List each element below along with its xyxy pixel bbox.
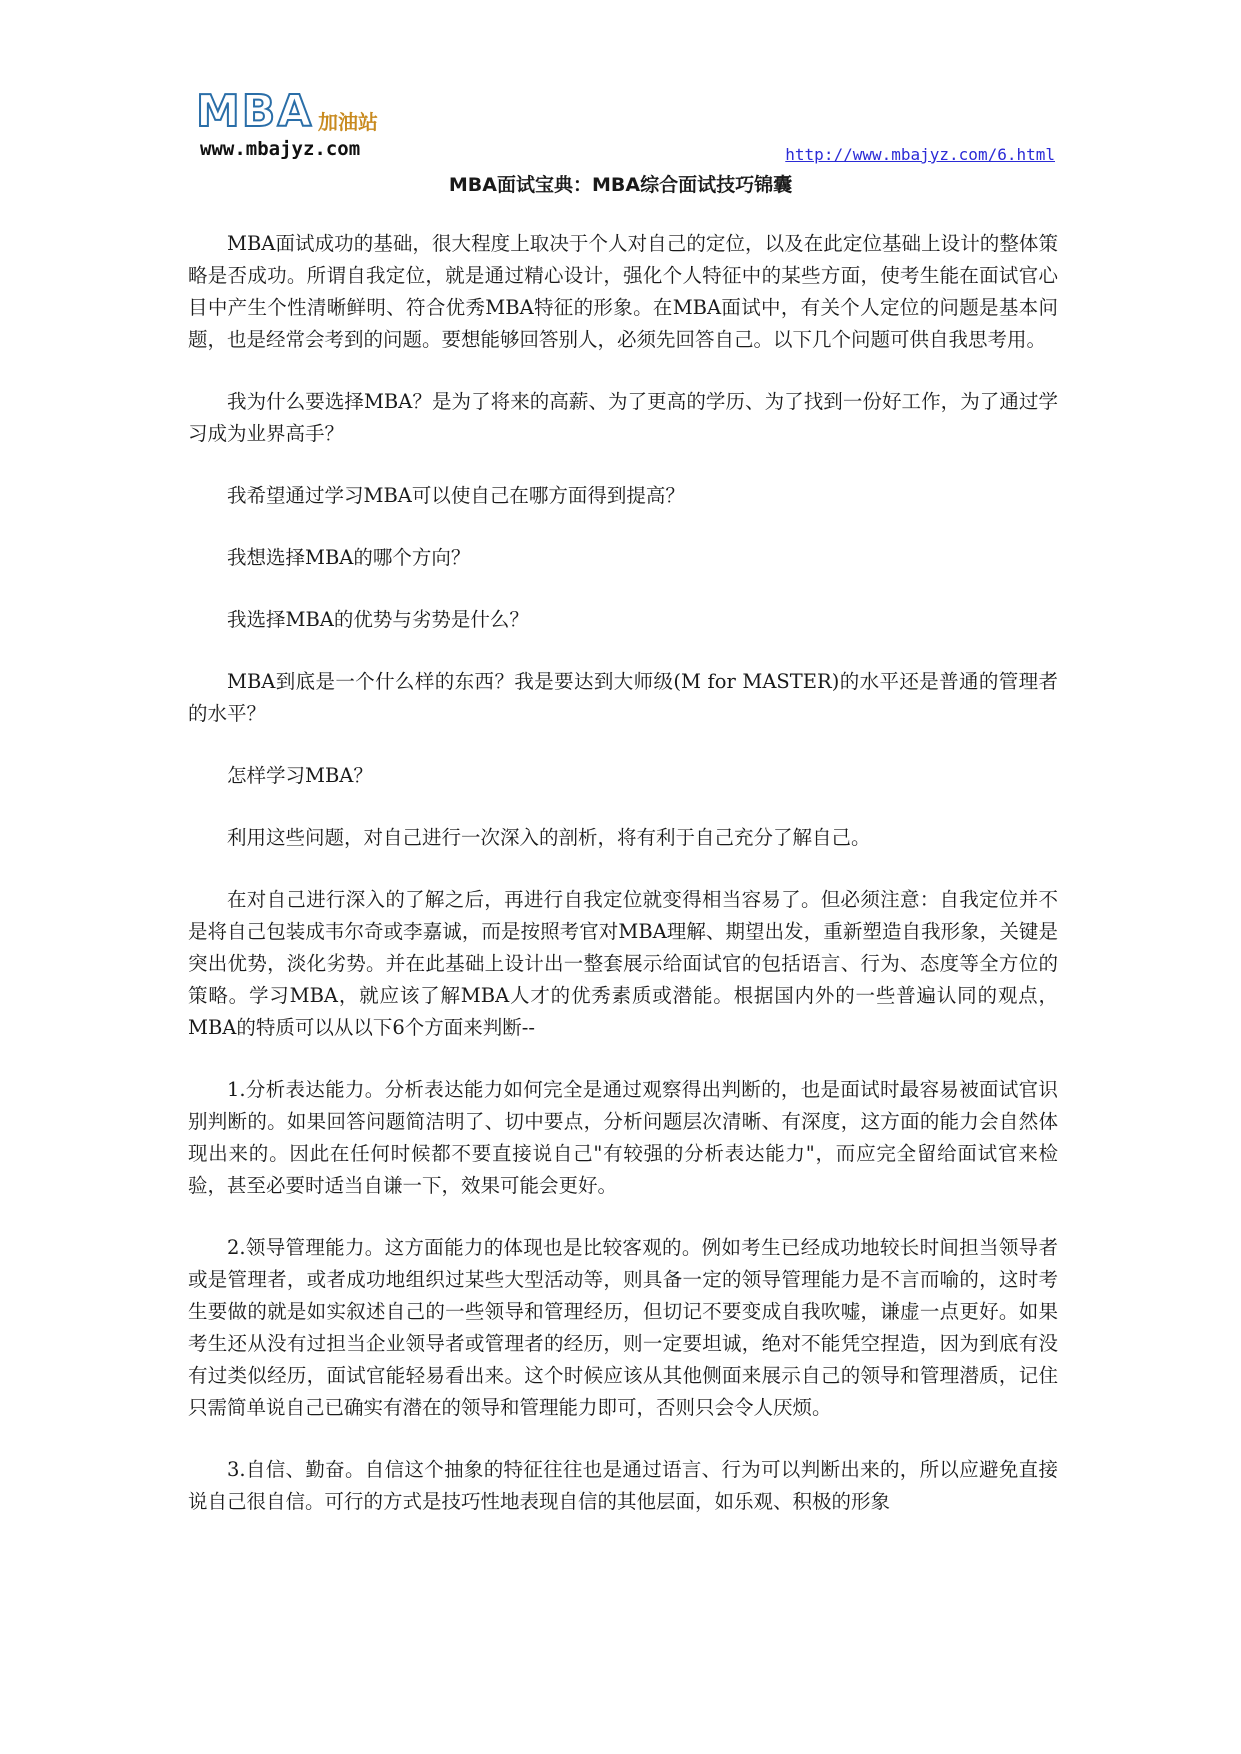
paragraph: 我为什么要选择MBA？是为了将来的高薪、为了更高的学历、为了找到一份好工作，为了通过学习成为业界高手？ [188, 390, 1058, 445]
document-body [188, 228, 1058, 1548]
logo-site-url: www.mbajyz.com [200, 138, 361, 160]
site-logo[interactable] [196, 88, 406, 168]
paragraph: 在对自己进行深入的了解之后，再进行自我定位就变得相当容易了。但必须注意：自我定位并不是将自己包装成韦尔奇或李嘉诚，而是按照考官对MBA理解、期望出发，重新塑造自我形象，关键是突出优势，淡化劣势。并在此基础上设计出一整套展示给面试官的包括语言、行为、态度等全方位的策略。学习MBA，就应该了解MBA人才的优秀素质或潜能。根据国内外的一些普遍认同的观点，MBA的特质可以从以下6个方面来判断-- [188, 888, 1058, 1039]
paragraph: 利用这些问题，对自己进行一次深入的剖析，将有利于自己充分了解自己。 [227, 826, 871, 849]
paragraph: MBA到底是一个什么样的东西？我是要达到大师级(M for MASTER)的水平还是普通的管理者的水平？ [188, 670, 1058, 725]
document-title: MBA面试宝典：MBA综合面试技巧锦囊 [448, 174, 793, 196]
header-link[interactable]: http://www.mbajyz.com/6.html [785, 145, 1055, 164]
logo-tagline: 加油站 [318, 110, 378, 134]
paragraph: 我希望通过学习MBA可以使自己在哪方面得到提高？ [227, 484, 685, 507]
logo-mark: MBA [196, 86, 314, 137]
paragraph: 怎样学习MBA？ [227, 764, 373, 787]
paragraph: 1.分析表达能力。分析表达能力如何完全是通过观察得出判断的，也是面试时最容易被面试官识别判断的。如果回答问题简洁明了、切中要点，分析问题层次清晰、有深度，这方面的能力会自然体现出来的。因此在任何时候都不要直接说自己"有较强的分析表达能力"，而应完全留给面试官来检验，甚至必要时适当自谦一下，效果可能会更好。 [188, 1078, 1058, 1197]
paragraph: 我选择MBA的优势与劣势是什么？ [227, 608, 529, 631]
paragraph: 2.领导管理能力。这方面能力的体现也是比较客观的。例如考生已经成功地较长时间担当领导者或是管理者，或者成功地组织过某些大型活动等，则具备一定的领导管理能力是不言而喻的，这时考生要做的就是如实叙述自己的一些领导和管理经历，但切记不要变成自我吹嘘，谦虚一点更好。如果考生还从没有过担当企业领导者或管理者的经历，则一定要坦诚，绝对不能凭空捏造，因为到底有没有过类似经历，面试官能轻易看出来。这个时候应该从其他侧面来展示自己的领导和管理潜质，记住只需简单说自己已确实有潜在的领导和管理能力即可，否则只会令人厌烦。 [188, 1236, 1058, 1419]
paragraph: MBA面试成功的基础，很大程度上取决于个人对自己的定位，以及在此定位基础上设计的整体策略是否成功。所谓自我定位，就是通过精心设计，强化个人特征中的某些方面，使考生能在面试官心目中产生个性清晰鲜明、符合优秀MBA特征的形象。在MBA面试中，有关个人定位的问题是基本问题，也是经常会考到的问题。要想能够回答别人，必须先回答自己。以下几个问题可供自我思考用。 [188, 232, 1058, 351]
paragraph: 我想选择MBA的哪个方向？ [227, 546, 471, 569]
paragraph: 3.自信、勤奋。自信这个抽象的特征往往也是通过语言、行为可以判断出来的，所以应避免直接说自己很自信。可行的方式是技巧性地表现自信的其他层面，如乐观、积极的形象 [188, 1458, 1058, 1513]
